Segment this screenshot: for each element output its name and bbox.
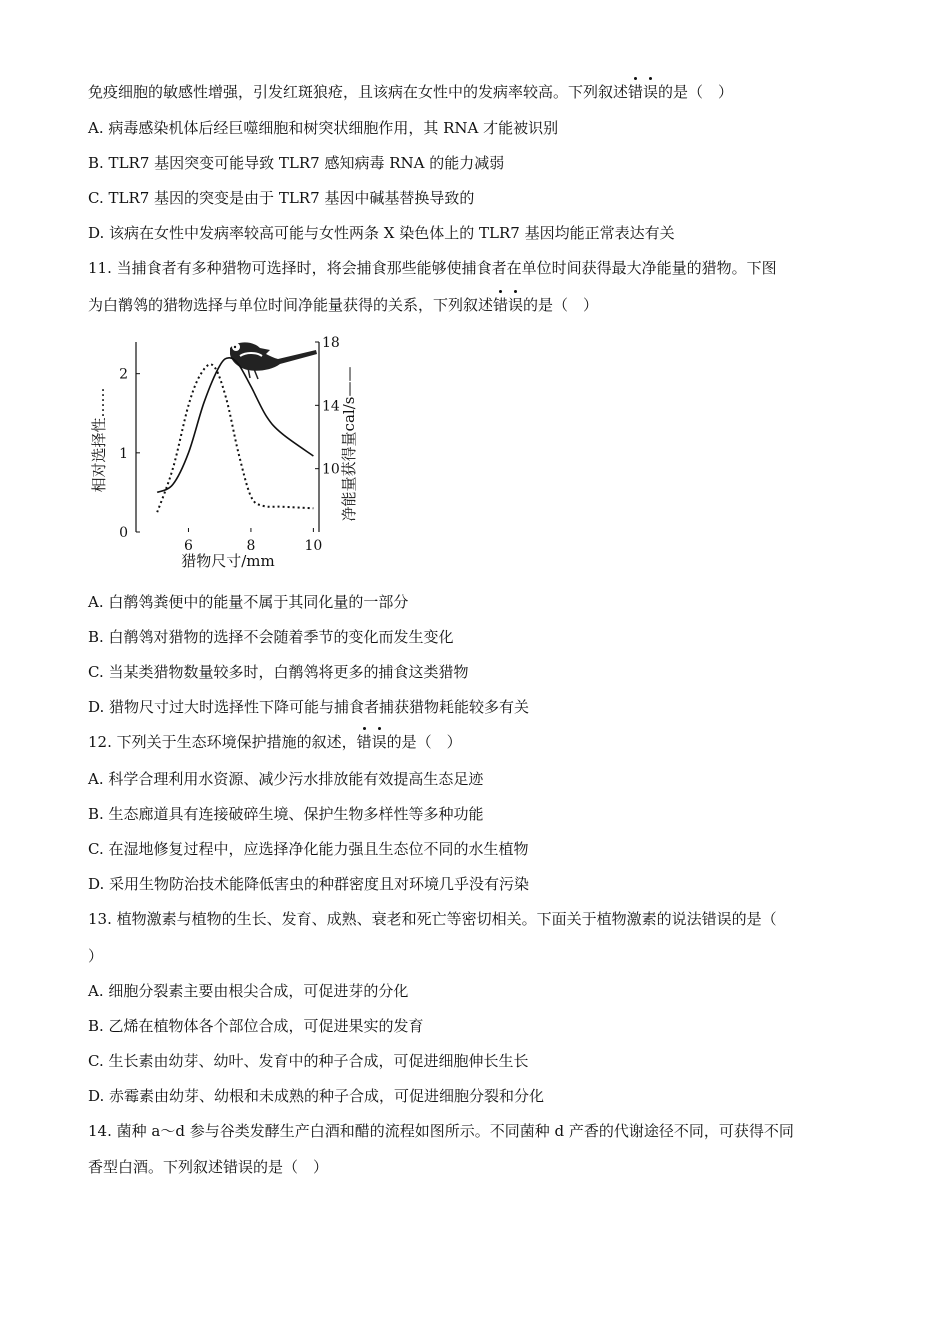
q14-stem-line2: 香型白酒。下列叙述错误的是（ ） — [88, 1158, 329, 1176]
q10-option-a: A. 病毒感染机体后经巨噬细胞和树突状细胞作用，其 RNA 才能被识别 — [88, 119, 559, 137]
q11-option-c: C. 当某类猎物数量较多时，白鹡鸰将更多的捕食这类猎物 — [88, 663, 469, 681]
q11-option-a: A. 白鹡鸰粪便中的能量不属于其同化量的一部分 — [88, 593, 409, 611]
emphasis-char: 错 — [493, 296, 509, 314]
net-energy-line — [157, 358, 313, 493]
x-tick-label: 6 — [184, 538, 193, 554]
y-right-tick-label: 10 — [322, 461, 340, 478]
emphasis-char: 误 — [371, 733, 387, 751]
q12-stem: 12. 下列关于生态环境保护措施的叙述，错误的是（ ） — [88, 733, 462, 751]
q13-option-b: B. 乙烯在植物体各个部位合成，可促进果实的发育 — [88, 1017, 424, 1035]
emphasis-char: 错 — [356, 733, 372, 751]
q12-option-c: C. 在湿地修复过程中，应选择净化能力强且生态位不同的水生植物 — [88, 840, 529, 858]
q13-option-d: D. 赤霉素由幼芽、幼根和未成熟的种子合成，可促进细胞分裂和分化 — [88, 1087, 545, 1105]
q10-option-c: C. TLR7 基因的突变是由于 TLR7 基因中碱基替换导致的 — [88, 189, 475, 207]
emphasis-char: 误 — [643, 83, 659, 101]
prey-selection-chart — [88, 328, 388, 578]
q10-intro: 免疫细胞的敏感性增强，引发红斑狼疮，且该病在女性中的发病率较高。下列叙述错误的是（ ） — [88, 83, 734, 101]
q11-stem-line2: 为白鹡鸰的猎物选择与单位时间净能量获得的关系，下列叙述错误的是（ ） — [88, 296, 599, 314]
q12-option-d: D. 采用生物防治技术能降低害虫的种群密度且对环境几乎没有污染 — [88, 875, 530, 893]
wagtail-bird-illustration — [230, 342, 317, 379]
q12-option-a: A. 科学合理利用水资源、减少污水排放能有效提高生态足迹 — [88, 770, 484, 788]
x-tick-label: 8 — [246, 538, 256, 554]
y-left-tick-label: 0 — [119, 525, 128, 541]
q10-option-b: B. TLR7 基因突变可能导致 TLR7 感知病毒 RNA 的能力减弱 — [88, 154, 505, 172]
y-left-tick-label: 1 — [119, 445, 128, 462]
q14-stem-line1: 14. 菌种 a～d 参与谷类发酵生产白酒和醋的流程如图所示。不同菌种 d 产香的代谢途径不同，可获得不同 — [88, 1122, 794, 1140]
x-axis-label: 猎物尺寸/mm — [181, 552, 275, 570]
q13-stem-line1: 13. 植物激素与植物的生长、发育、成熟、衰老和死亡等密切相关。下面关于植物激素的说法错误的是（ — [88, 910, 777, 928]
emphasis-char: 错 — [628, 83, 644, 101]
y-axis-label-right: 净能量获得量cal/s—— — [340, 366, 358, 522]
y-right-tick-label: 18 — [322, 335, 340, 351]
y-axis-label-left: 相对选择性…… — [90, 387, 108, 493]
q11-option-b: B. 白鹡鸰对猎物的选择不会随着季节的变化而发生变化 — [88, 628, 454, 646]
q11-option-d: D. 猎物尺寸过大时选择性下降可能与捕食者捕获猎物耗能较多有关 — [88, 698, 530, 716]
x-tick-label: 10 — [304, 538, 323, 554]
q12-option-b: B. 生态廊道具有连接破碎生境、保护生物多样性等多种功能 — [88, 805, 484, 823]
q13-stem-line2: ） — [88, 947, 104, 965]
y-left-tick-label: 2 — [119, 366, 128, 383]
relative-selectivity-line — [157, 364, 313, 512]
emphasis-char: 误 — [508, 296, 524, 314]
q13-option-c: C. 生长素由幼芽、幼叶、发育中的种子合成，可促进细胞伸长生长 — [88, 1052, 529, 1070]
y-right-tick-label: 14 — [322, 398, 340, 415]
q10-option-d: D. 该病在女性中发病率较高可能与女性两条 X 染色体上的 TLR7 基因均能正常表达有关 — [88, 224, 675, 242]
q13-option-a: A. 细胞分裂素主要由根尖合成，可促进芽的分化 — [88, 982, 409, 1000]
q11-stem-line1: 11. 当捕食者有多种猎物可选择时，将会捕食那些能够使捕食者在单位时间获得最大净能量的猎物。下图 — [88, 259, 777, 277]
